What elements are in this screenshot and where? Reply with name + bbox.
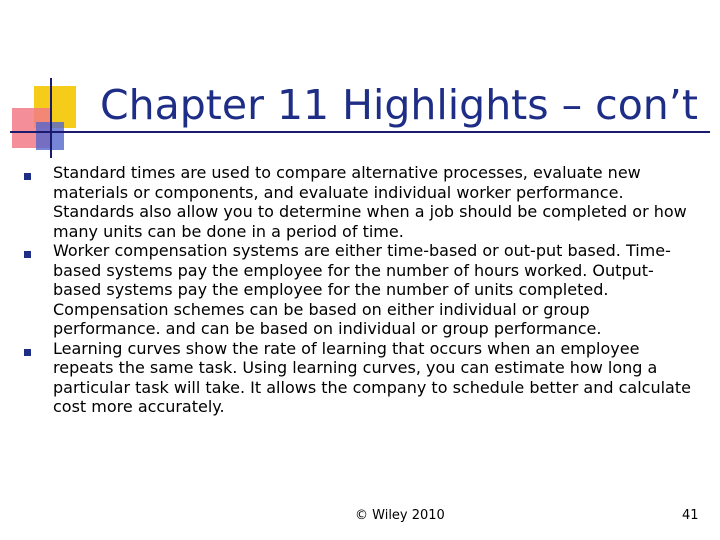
bullet-text: Learning curves show the rate of learning that occurs when an employee repeats the same task. Using learning curves, you can estimate how long a particular task will take. It allows the company to schedule better and calculate cost more accurately. [53, 338, 691, 416]
bullet-text: Worker compensation systems are either time-based or out-put based. Time-based systems pay the employee for the number of hours worked. Output-based systems pay the employee for the number of units completed. Compensation schemes can be based on either individual or group performance. and can be based on individual or group performance. [53, 241, 671, 338]
slide-title: Chapter 11 Highlights – con’t [100, 81, 698, 129]
title-underline [10, 131, 710, 133]
square-bullet-icon [24, 251, 31, 258]
footer-copyright: © Wiley 2010 [355, 508, 445, 523]
square-bullet-icon [24, 173, 31, 180]
decor-vertical-line [50, 78, 52, 158]
bullet-item [24, 339, 704, 417]
bullet-list [24, 163, 704, 417]
bullet-item [24, 163, 704, 241]
bullet-text: Standard times are used to compare alternative processes, evaluate new materials or components, and evaluate individual worker performance. Standards also allow you to determine when a job should be completed or how many units can be done in a period of time. [53, 163, 687, 241]
square-bullet-icon [24, 349, 31, 356]
slide-number: 41 [682, 508, 699, 523]
bullet-item [24, 241, 704, 339]
